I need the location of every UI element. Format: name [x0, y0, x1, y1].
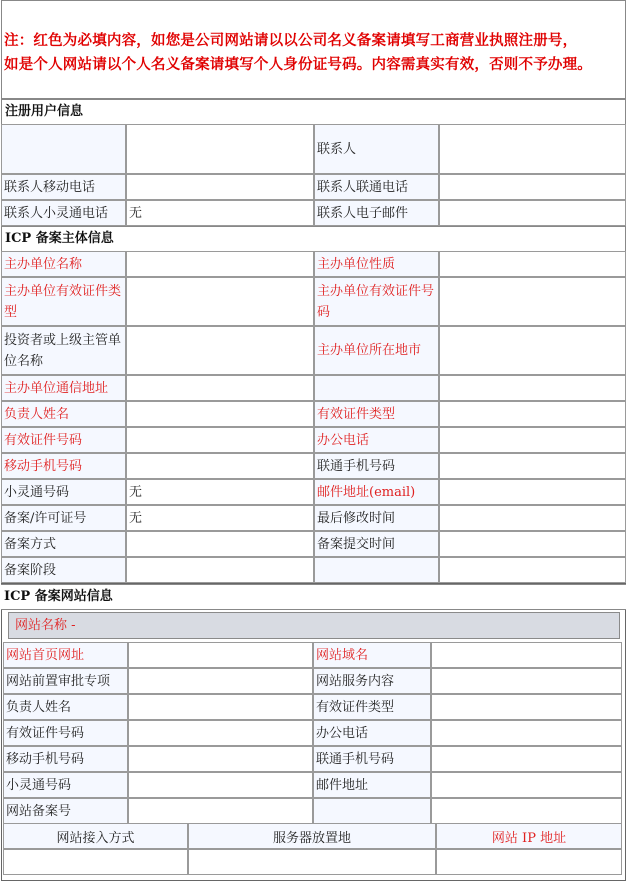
site-pre-approval-value[interactable] [128, 668, 313, 694]
leader-name-label: 负责人姓名 [1, 401, 126, 427]
stage-label: 备案阶段 [1, 557, 126, 583]
site-home-url-value[interactable] [128, 642, 313, 668]
site-service-value[interactable] [431, 668, 622, 694]
site-unicom-value[interactable] [431, 746, 622, 772]
server-location-header: 服务器放置地 [188, 823, 436, 849]
org-cert-type-value[interactable] [126, 277, 314, 326]
site-email-label: 邮件地址 [313, 772, 431, 798]
org-address-blank-value[interactable] [439, 375, 626, 401]
site-phs-value[interactable] [128, 772, 313, 798]
section-title-icp-subject: ICP 备案主体信息 [1, 226, 626, 252]
site-cert-type-value[interactable] [431, 694, 622, 720]
org-nature-label: 主办单位性质 [314, 251, 439, 277]
stage-blank-value[interactable] [439, 557, 626, 583]
notice-line-1: 注：红色为必填内容，如您是公司网站请以以公司名义备案请填写工商营业执照注册号， [4, 32, 578, 49]
site-name-bar [8, 612, 620, 639]
org-location-label: 主办单位所在地市 [314, 326, 439, 375]
section-title-icp-site: ICP 备案网站信息 [1, 584, 626, 610]
phs-label: 小灵通号码 [1, 479, 126, 505]
access-method-value[interactable] [3, 849, 188, 875]
contact-email-value[interactable] [439, 200, 626, 226]
unicom-value[interactable] [439, 453, 626, 479]
org-nature-value[interactable] [439, 251, 626, 277]
license-label: 备案/许可证号 [1, 505, 126, 531]
user-blank-value[interactable] [126, 124, 314, 174]
contact-phs-value[interactable]: 无 [126, 200, 314, 226]
cert-type-value[interactable] [439, 401, 626, 427]
site-record-no-label: 网站备案号 [3, 798, 128, 824]
access-method-header: 网站接入方式 [3, 823, 188, 849]
last-modified-value[interactable] [439, 505, 626, 531]
contact-phs-label: 联系人小灵通电话 [1, 200, 126, 226]
section-title-registered-user: 注册用户信息 [1, 99, 626, 125]
site-home-url-label: 网站首页网址 [3, 642, 128, 668]
org-cert-no-label: 主办单位有效证件号码 [314, 277, 439, 326]
org-name-value[interactable] [126, 251, 314, 277]
office-phone-label: 办公电话 [314, 427, 439, 453]
site-name-label: 网站名称 - [15, 618, 76, 633]
site-cert-no-value[interactable] [128, 720, 313, 746]
site-domain-label: 网站域名 [313, 642, 431, 668]
icp-subject-table [1, 251, 626, 583]
cert-no-label: 有效证件号码 [1, 427, 126, 453]
site-leader-name-value[interactable] [128, 694, 313, 720]
contact-email-label: 联系人电子邮件 [314, 200, 439, 226]
method-value[interactable] [126, 531, 314, 557]
site-ip-value[interactable] [436, 849, 622, 875]
stage-blank-label [314, 557, 439, 583]
contact-mobile-label: 联系人移动电话 [1, 174, 126, 200]
org-cert-no-value[interactable] [439, 277, 626, 326]
server-location-value[interactable] [188, 849, 436, 875]
org-name-label: 主办单位名称 [1, 251, 126, 277]
stage-value[interactable] [126, 557, 314, 583]
site-cert-type-label: 有效证件类型 [313, 694, 431, 720]
org-address-label: 主办单位通信地址 [1, 375, 126, 401]
investor-label: 投资者或上级主管单位名称 [1, 326, 126, 375]
mobile-label: 移动手机号码 [1, 453, 126, 479]
access-table [3, 823, 622, 875]
site-mobile-label: 移动手机号码 [3, 746, 128, 772]
phs-value[interactable]: 无 [126, 479, 314, 505]
contact-mobile-value[interactable] [126, 174, 314, 200]
org-address-value[interactable] [126, 375, 314, 401]
org-location-value[interactable] [439, 326, 626, 375]
contact-label: 联系人 [314, 124, 439, 174]
site-office-phone-label: 办公电话 [313, 720, 431, 746]
submit-time-value[interactable] [439, 531, 626, 557]
investor-value[interactable] [126, 326, 314, 375]
site-record-no-value[interactable] [128, 798, 313, 824]
site-domain-value[interactable] [431, 642, 622, 668]
email-label: 邮件地址(email) [314, 479, 439, 505]
site-office-phone-value[interactable] [431, 720, 622, 746]
site-mobile-value[interactable] [128, 746, 313, 772]
unicom-label: 联通手机号码 [314, 453, 439, 479]
office-phone-value[interactable] [439, 427, 626, 453]
contact-unicom-label: 联系人联通电话 [314, 174, 439, 200]
registered-user-table [1, 124, 626, 226]
icp-site-table [3, 642, 622, 824]
site-unicom-label: 联通手机号码 [313, 746, 431, 772]
org-address-blank-label [314, 375, 439, 401]
site-record-blank-value[interactable] [431, 798, 622, 824]
leader-name-value[interactable] [126, 401, 314, 427]
cert-type-label: 有效证件类型 [314, 401, 439, 427]
mobile-value[interactable] [126, 453, 314, 479]
method-label: 备案方式 [1, 531, 126, 557]
email-value[interactable] [439, 479, 626, 505]
site-record-blank-label [313, 798, 431, 824]
last-modified-label: 最后修改时间 [314, 505, 439, 531]
site-leader-name-label: 负责人姓名 [3, 694, 128, 720]
notice-line-2: 如是个人网站请以个人名义备案请填写个人身份证号码。内容需真实有效，否则不予办理。 [4, 56, 592, 73]
site-email-value[interactable] [431, 772, 622, 798]
cert-no-value[interactable] [126, 427, 314, 453]
contact-value[interactable] [439, 124, 626, 174]
site-ip-header: 网站 IP 地址 [436, 823, 622, 849]
site-pre-approval-label: 网站前置审批专项 [3, 668, 128, 694]
license-value[interactable]: 无 [126, 505, 314, 531]
site-service-label: 网站服务内容 [313, 668, 431, 694]
submit-time-label: 备案提交时间 [314, 531, 439, 557]
user-blank-label [1, 124, 126, 174]
site-cert-no-label: 有效证件号码 [3, 720, 128, 746]
org-cert-type-label: 主办单位有效证件类型 [1, 277, 126, 326]
required-notice [1, 0, 626, 99]
contact-unicom-value[interactable] [439, 174, 626, 200]
site-phs-label: 小灵通号码 [3, 772, 128, 798]
